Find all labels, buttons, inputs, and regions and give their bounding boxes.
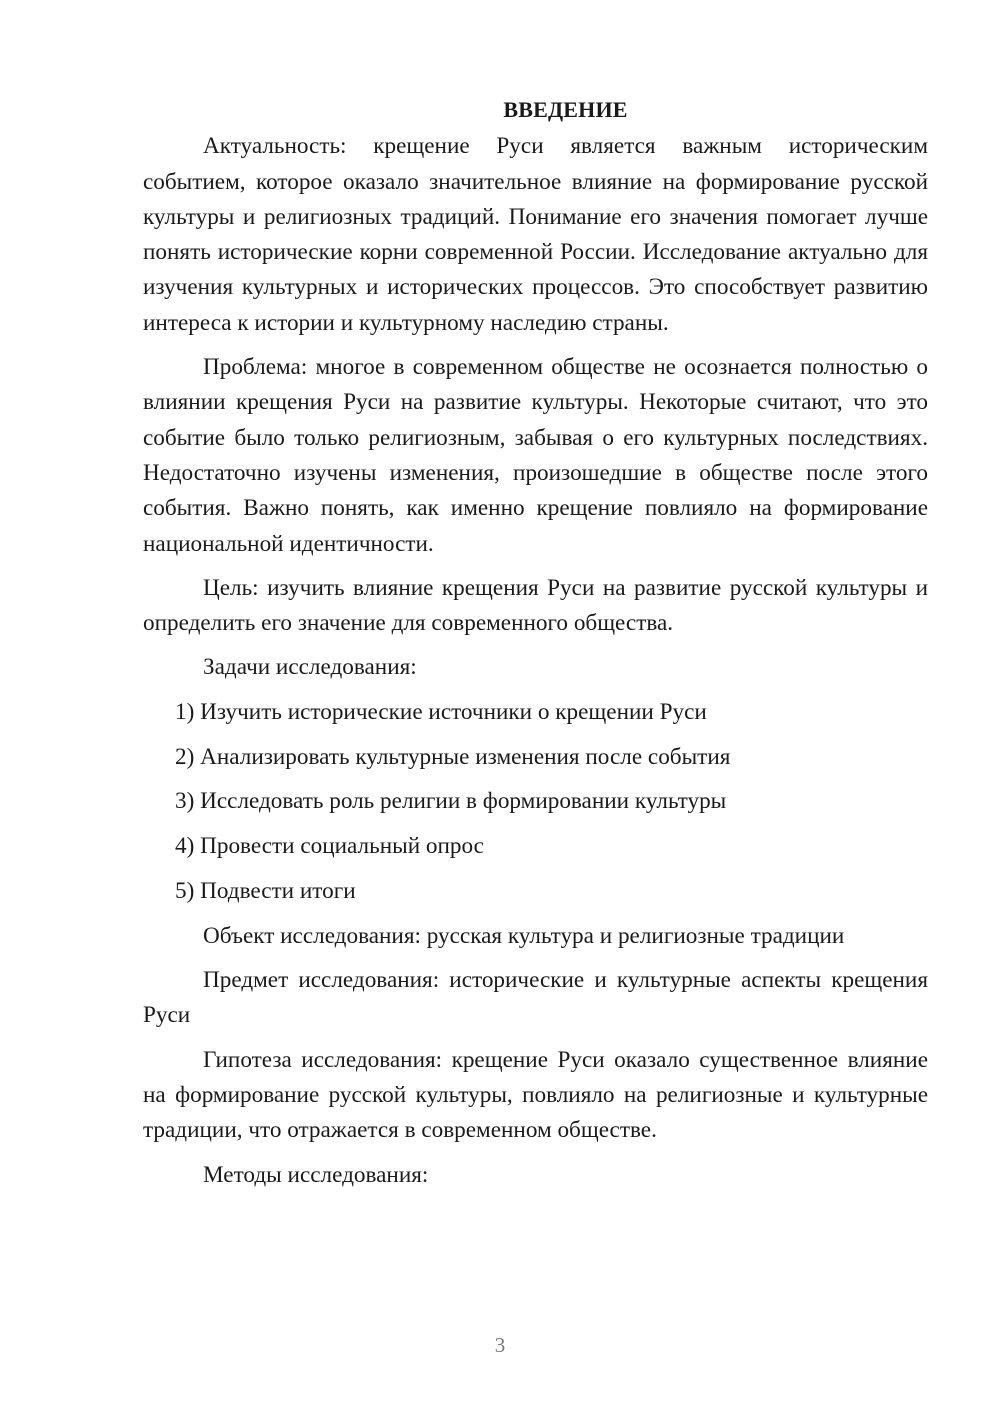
paragraph-goal: Цель: изучить влияние крещения Руси на развитие русской культуры и определить его значение для современного общества. <box>143 574 928 637</box>
paragraph-object: Объект исследования: русская культура и религиозные традиции <box>203 922 845 949</box>
task-item-5: 5) Подвести итоги <box>175 877 356 904</box>
task-item-1: 1) Изучить исторические источники о крещении Руси <box>175 698 707 725</box>
page-number: 3 <box>494 1333 506 1357</box>
tasks-list <box>143 695 928 909</box>
tasks-heading: Задачи исследования: <box>203 654 417 681</box>
task-item-3: 3) Исследовать роль религии в формировании культуры <box>175 788 727 815</box>
document-page <box>143 92 928 1202</box>
paragraph-problem: Проблема: многое в современном обществе не осознается полностью о влиянии крещения Руси на развитие культуры. Некоторые считают, что это событие было только религиозным, забывая о его культурных последствиях. Недостаточно изучены изменения, произошедшие в обществе после этого события. Важно понять, как именно крещение повлияло на формирование национальной идентичности. <box>143 354 928 557</box>
methods-heading: Методы исследования: <box>203 1161 429 1188</box>
paragraph-relevance: Актуальность: крещение Руси является важным историческим событием, которое оказало значительное влияние на формирование русской культуры и религиозных традиций. Понимание его значения помогает лучше понять исторические корни современной России. Исследование актуально для изучения культурных и исторических процессов. Это способствует развитию интереса к истории и культурному наследию страны. <box>143 133 928 336</box>
task-item-4: 4) Провести социальный опрос <box>175 833 484 860</box>
section-title: ВВЕДЕНИЕ <box>503 97 628 122</box>
paragraph-hypothesis: Гипотеза исследования: крещение Руси оказало существенное влияние на формирование русской культуры, повлияло на религиозные и культурные традиции, что отражается в современном обществе. <box>143 1046 928 1144</box>
task-item-2: 2) Анализировать культурные изменения после события <box>175 743 731 770</box>
paragraph-subject: Предмет исследования: исторические и культурные аспекты крещения Руси <box>143 967 928 1029</box>
